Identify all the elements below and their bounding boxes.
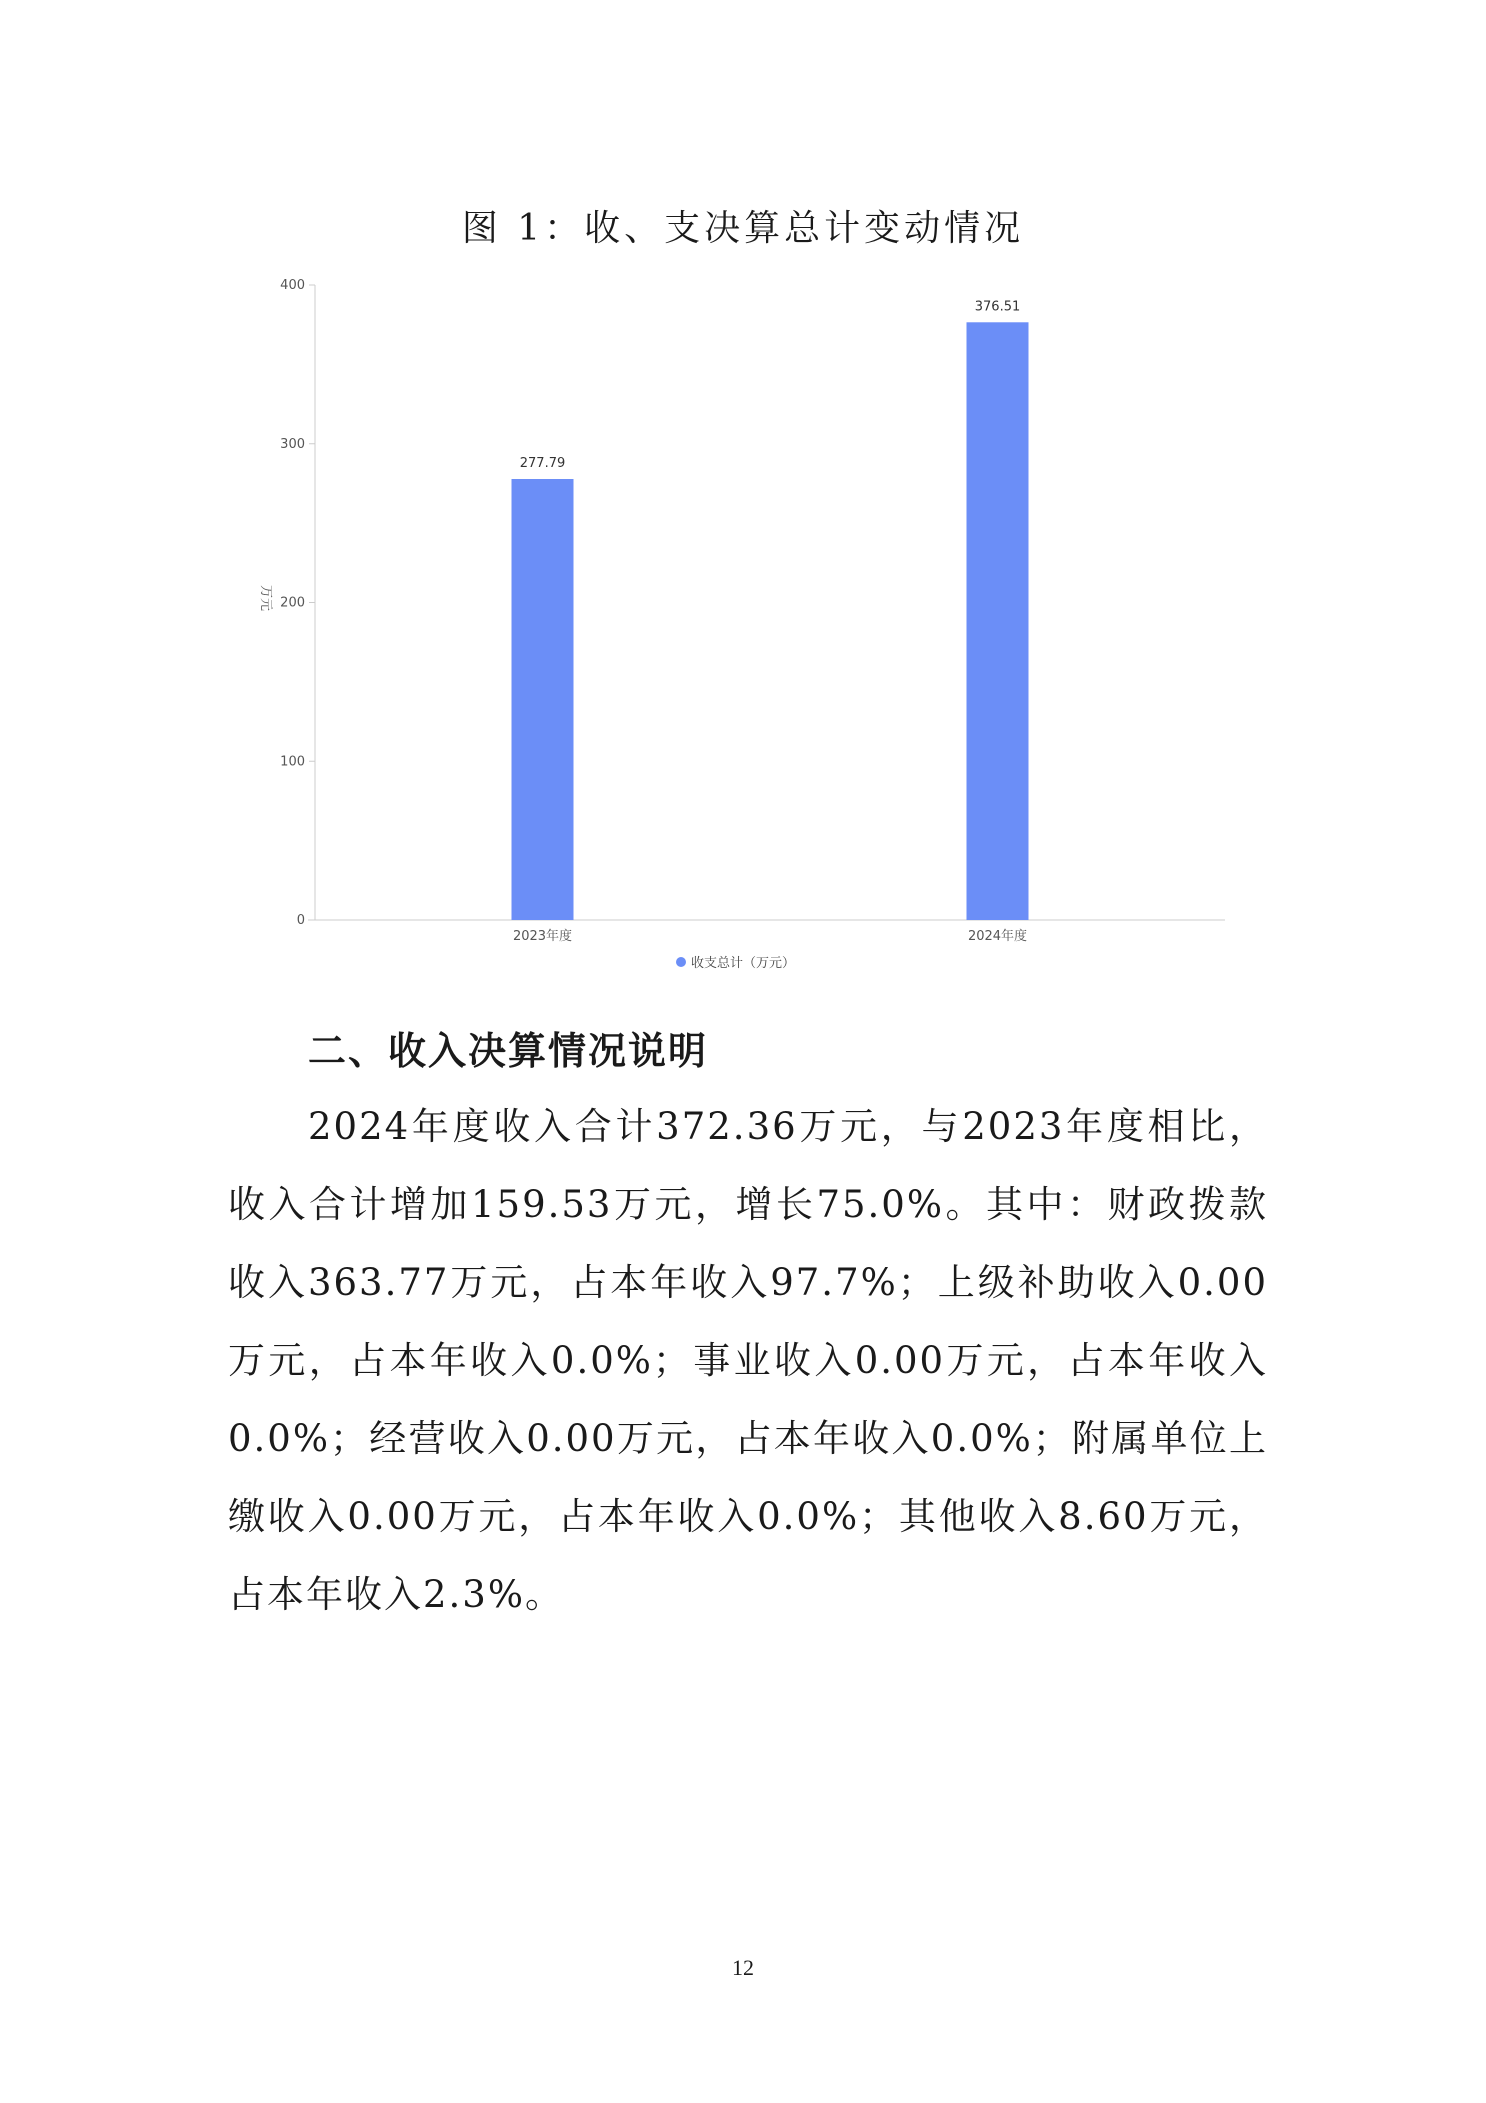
- y-tick-label: 300: [280, 436, 305, 452]
- legend-label: 收支总计（万元）: [691, 956, 796, 971]
- bar-chart: [240, 270, 1240, 990]
- chart-legend: [676, 955, 795, 971]
- y-tick-label: 100: [280, 754, 305, 770]
- legend-swatch: [676, 957, 686, 967]
- y-tick-label: 400: [280, 278, 305, 293]
- y-tick-label: 0: [296, 913, 305, 928]
- bar-value-label: 376.51: [974, 299, 1021, 315]
- section-heading: 二、收入决算情况说明: [308, 1029, 709, 1073]
- x-category-label: 2024年度: [967, 929, 1028, 944]
- page-number: 12: [732, 1955, 754, 1980]
- y-axis-ticks: [280, 278, 315, 928]
- y-tick-label: 200: [280, 595, 305, 611]
- bar-2023年度: [512, 479, 574, 920]
- bar-2024年度: [967, 322, 1029, 920]
- y-axis-label: 万元: [258, 584, 273, 612]
- section-body-text: 2024年度收入合计372.36万元，与2023年度相比，收入合计增加159.53万元，增长75.0%。其中：财政拨款收入363.77万元，占本年收入97.7%；上级补助收入0.00万元，占本年收入0.0%；事业收入0.00万元，占本年收入0.0%；经营收入0.00万元，占本年收入0.0%；附属单位上缴收入0.00万元，占本年收入0.0%；其他收入8.60万元，占本年收入2.3%。: [228, 1105, 1268, 1616]
- bar-value-label: 277.79: [519, 456, 566, 472]
- bars: [512, 299, 1029, 944]
- figure-title: 图 1：收、支决算总计变动情况: [461, 208, 1025, 249]
- x-category-label: 2023年度: [512, 929, 573, 944]
